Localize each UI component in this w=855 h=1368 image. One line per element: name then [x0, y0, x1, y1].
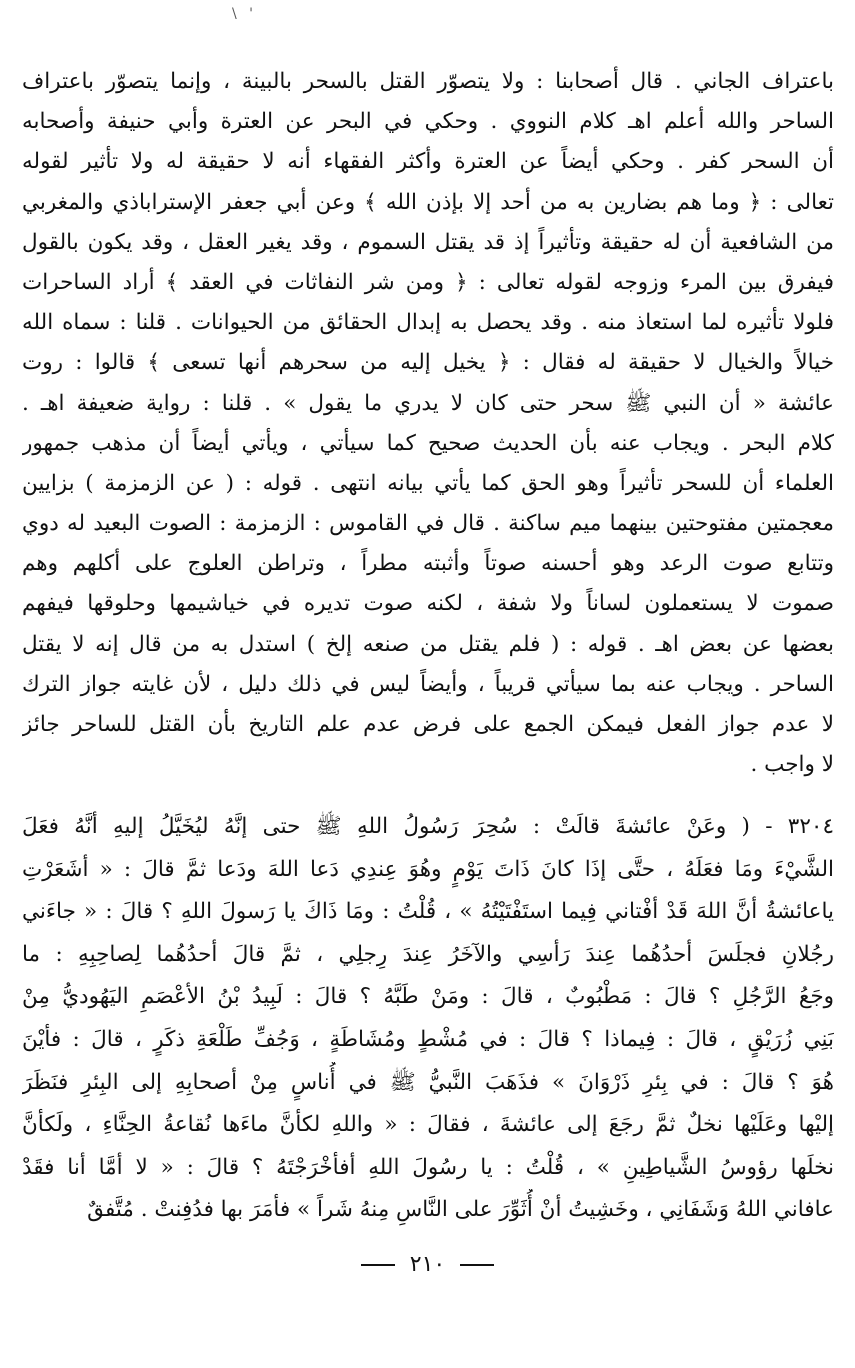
commentary-line: تعالى : ﴿ وما هم بضارين به من أحد إلا بإذن الله ﴾ وعن أبي جعفر الإستراباذي والمغربي — [22, 189, 834, 215]
commentary-line: باعتراف الجاني . قال أصحابنا : ولا يتصوّر القتل بالسحر بالبينة ، وإنما يتصوّر باعتراف — [22, 69, 834, 94]
hadith-line: ٣٢٠٤ - ( وعَنْ عائشةَ قالَتْ : سُحِرَ رَسُولُ اللهِ ﷺ حتى إنَّهُ ليُخَيَّلُ إليهِ أنَّهُ فعَلَ — [22, 814, 834, 839]
commentary-line: بعضها عن بعض اهـ . قوله : ( فلم يقتل من صنعه إلخ ) استدل به من قال إنه لا يقتل — [22, 631, 834, 657]
commentary-line: لا عدم جواز الفعل فيمكن الجمع على فرض عدم علم التاريخ بأن القتل للساحر جائز — [22, 712, 834, 737]
commentary-line: لا واجب . — [750, 752, 834, 778]
commentary-line: فيفرق بين المرء وزوجه لقوله تعالى : ﴿ ومن شر النفاثات في العقد ﴾ أراد الساحرات — [22, 269, 834, 295]
hadith-line: ياعائشةُ أنَّ اللهَ قَدْ أفْتاني فِيما استَفْتَيْتُهُ » ، قُلْتُ : ومَا ذَاكَ يا رَسولَ اللهِ ؟ قالَ : « جاءَني — [22, 899, 834, 925]
hadith-line: إليْها وعَلَيْها نخلٌ ثمَّ رجَعَ إلى عائشةَ ، فقالَ : « واللهِ لكأنَّ ماءَها نُقاعةُ الحِنَّاءِ ، ولَكأنَّ — [22, 1112, 834, 1138]
page-top-mark: \ ' — [232, 6, 258, 22]
commentary-line: أن السحر كفر . وحكي أيضاً عن العترة وأكثر الفقهاء أنه لا حقيقة له ولا تأثير لقوله — [22, 149, 834, 175]
commentary-line: وتتابع صوت الرعد وهو أحسنه صوتاً وأثبته مطراً ، وتراطن العلوج على أكلهم وهم — [22, 551, 834, 577]
commentary-line: خيالاً والخيال لا حقيقة له فقال : ﴿ يخيل إليه من سحرهم أنها تسعى ﴾ قالوا : روت — [22, 350, 834, 376]
hadith-line: عافاني اللهُ وَشَفَانِي ، وخَشِيتُ أنْ أُثَوِّرَ على النَّاسِ مِنهُ شَراً » فأمَرَ بها فدُفِنتْ . مُتَّفقٌ — [87, 1197, 834, 1223]
commentary-line: عائشة « أن النبي ﷺ سحر حتى كان لا يدري ما يقول » . قلنا : رواية ضعيفة اهـ . — [22, 390, 834, 416]
hadith-line: الشَّيْءَ ومَا فعَلَهُ ، حتَّى إذَا كانَ ذَاتَ يَوْمٍ وهُوَ عِندِي دَعا اللهَ ودَعا ثمَّ قالَ : « أشَعَرْتِ — [22, 856, 834, 882]
commentary-line: الساحر والله أعلم اهـ كلام النووي . وحكي في البحر عن العترة وأبي حنيفة وأصحابه — [22, 109, 834, 135]
page-footer — [0, 1252, 855, 1277]
commentary-line: معجمتين مفتوحتين بينهما ميم ساكنة . قال في القاموس : الزمزمة : الصوت البعيد له دوي — [22, 511, 834, 537]
footer-dash-right — [460, 1264, 494, 1266]
commentary-line: العلماء أن للسحر تأثيراً وهو الحق كما يأتي بيانه انتهى . قوله : ( عن الزمزمة ) بزايين — [22, 470, 834, 496]
hadith-line: هُوَ ؟ قالَ : في بِئرِ ذَرْوَانَ » فذَهَبَ النَّبيُّ ﷺ في أُناسٍ مِنْ أصحابِهِ إلى البِئرِ فنَظَرَ — [22, 1069, 834, 1095]
commentary-line: من الشافعية أن له حقيقة وتأثيراً إذ قد يقتل السموم ، وقد يغير العقل ، وقد يكون بالقول — [22, 229, 834, 255]
hadith-line: بَنِي زُرَيْقٍ ، قالَ : فِيماذا ؟ قالَ : في مُشْطٍ ومُشَاطَةٍ ، وَجُفِّ طَلْعَةِ ذكَرٍ ، قالَ : فأيْنَ — [22, 1026, 834, 1052]
hadith-line: رجُلانِ فجلَسَ أحدُهُما عِندَ رَأسِي والآخَرُ عِندَ رِجلِي ، ثمَّ قالَ أحدُهُما لِصاحِبِهِ : ما — [22, 941, 834, 967]
page-number: ٢١٠ — [409, 1252, 446, 1277]
hadith-section — [22, 806, 834, 1232]
commentary-line: صموت لا يستعملون لساناً ولا شفة ، لكنه صوت تديره في خياشيمها وحلوقها فيفهم — [22, 591, 834, 617]
footer-dash-left — [361, 1264, 395, 1266]
commentary-line: كلام البحر . ويجاب عنه بأن الحديث صحيح كما سيأتي ، ويأتي أيضاً أن مذهب جمهور — [22, 430, 834, 456]
commentary-line: فلولا تأثيره لما استعاذ منه . وقد يحصل به إبدال الحقائق من الحيوانات . قلنا : سماه الله — [22, 310, 834, 336]
commentary-line: الساحر . ويجاب عنه بما سيأتي قريباً ، وأيضاً ليس في ذلك دليل ، لأن غايته جواز الترك — [22, 671, 834, 697]
commentary-section — [22, 62, 834, 785]
hadith-line: وجَعُ الرَّجُلِ ؟ قالَ : مَطْبُوبٌ ، قالَ : ومَنْ طَبَّهُ ؟ قالَ : لَبِيدُ بْنُ الأعْصَمِ اليَهُوديُّ مِنْ — [22, 984, 834, 1010]
hadith-line: نخلَها رؤوسُ الشَّياطِينِ » ، قُلْتُ : يا رسُولَ اللهِ أفأخْرَجْتَهُ ؟ قالَ : « لا أمَّا أنا فقَدْ — [22, 1154, 834, 1180]
